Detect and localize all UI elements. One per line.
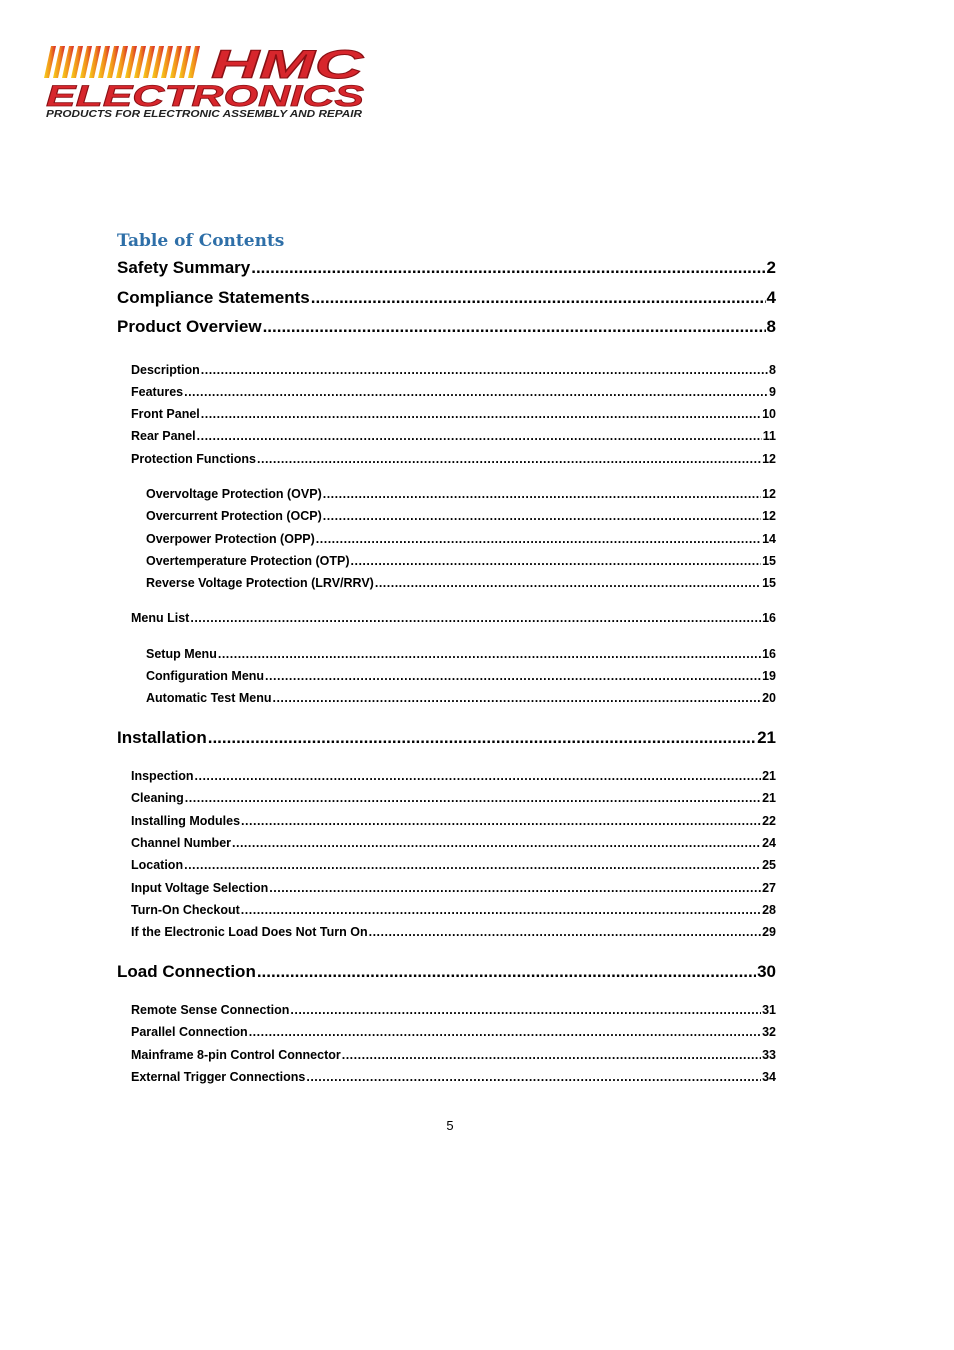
table-of-contents — [117, 229, 776, 1088]
toc-entry-title: Reverse Voltage Protection (LRV/RRV) — [146, 576, 374, 591]
dot-leader — [272, 687, 761, 709]
dot-leader — [323, 505, 761, 527]
dot-leader — [269, 877, 761, 899]
toc-entry-page: 31 — [762, 1003, 776, 1018]
toc-entry-title: Remote Sense Connection — [131, 1003, 290, 1018]
toc-entry-protection-functions[interactable] — [117, 448, 776, 470]
toc-entry-page: 8 — [769, 362, 776, 377]
toc-entry-title: Installation — [117, 727, 207, 747]
dot-leader — [197, 425, 762, 447]
toc-entry-page: 2 — [766, 258, 776, 277]
toc-entry-installation[interactable] — [117, 727, 776, 749]
dot-leader — [257, 448, 761, 470]
toc-entry-title: Input Voltage Selection — [131, 880, 269, 895]
dot-leader — [184, 381, 768, 403]
toc-entry-page: 15 — [762, 553, 776, 568]
toc-entry-page: 33 — [762, 1047, 776, 1062]
dot-leader — [257, 961, 756, 983]
toc-entry-page: 22 — [762, 813, 776, 828]
dot-leader — [342, 1044, 761, 1066]
toc-entry-title: Overcurrent Protection (OCP) — [146, 509, 322, 524]
toc-entry-title: Features — [131, 384, 184, 399]
toc-heading: Table of Contents — [117, 231, 285, 251]
toc-entry-title: Turn-On Checkout — [131, 902, 240, 917]
dot-leader — [241, 899, 761, 921]
toc-entry-compliance-statements[interactable] — [117, 287, 776, 309]
toc-entry-turn-on-checkout[interactable] — [117, 899, 776, 921]
logo-stripes — [44, 46, 200, 78]
toc-entry-ovp[interactable] — [117, 483, 776, 505]
toc-entry-page: 4 — [766, 287, 776, 307]
dot-leader — [201, 403, 761, 425]
toc-entry-remote-sense-connection[interactable] — [117, 999, 776, 1021]
toc-entry-title: Automatic Test Menu — [146, 691, 272, 706]
dot-leader — [290, 999, 761, 1021]
dot-leader — [323, 483, 761, 505]
toc-entry-page: 15 — [762, 576, 776, 591]
dot-leader — [184, 854, 761, 876]
toc-entry-parallel-connection[interactable] — [117, 1021, 776, 1043]
dot-leader — [375, 572, 761, 594]
toc-entry-page: 34 — [762, 1069, 776, 1084]
toc-entry-setup-menu[interactable] — [117, 643, 776, 665]
toc-entry-page: 8 — [766, 317, 776, 336]
toc-entry-title: Menu List — [131, 611, 190, 626]
toc-entry-opp[interactable] — [117, 528, 776, 550]
toc-entry-features[interactable] — [117, 381, 776, 403]
toc-entry-title: Front Panel — [131, 407, 200, 422]
toc-entry-installing-modules[interactable] — [117, 810, 776, 832]
toc-entry-does-not-turn-on[interactable] — [117, 921, 776, 943]
toc-entry-title: Safety Summary — [117, 258, 251, 277]
toc-entry-description[interactable] — [117, 359, 776, 381]
toc-entry-mainframe-connector[interactable] — [117, 1044, 776, 1066]
dot-leader — [241, 810, 761, 832]
toc-entry-page: 19 — [762, 669, 776, 684]
toc-entry-product-overview[interactable] — [117, 316, 776, 338]
toc-entry-channel-number[interactable] — [117, 832, 776, 854]
toc-entry-load-connection[interactable] — [117, 961, 776, 983]
toc-entry-page: 21 — [762, 769, 776, 784]
dot-leader — [251, 257, 765, 279]
toc-entry-ocp[interactable] — [117, 505, 776, 527]
toc-entry-page: 16 — [762, 611, 776, 626]
toc-entry-title: Parallel Connection — [131, 1025, 248, 1040]
toc-entry-title: Cleaning — [131, 791, 184, 806]
toc-entry-page: 21 — [757, 727, 776, 747]
dot-leader — [232, 832, 761, 854]
page-number: 5 — [446, 1118, 454, 1133]
toc-entry-page: 12 — [762, 451, 776, 466]
toc-entry-title: Overvoltage Protection (OVP) — [146, 486, 322, 501]
company-logo — [43, 42, 367, 120]
toc-entry-external-trigger[interactable] — [117, 1066, 776, 1088]
toc-entry-menu-list[interactable] — [117, 607, 776, 629]
toc-entry-page: 12 — [762, 509, 776, 524]
toc-entry-title: Location — [131, 858, 184, 873]
toc-entry-title: Overpower Protection (OPP) — [146, 531, 315, 546]
toc-entry-configuration-menu[interactable] — [117, 665, 776, 687]
toc-entry-title: Product Overview — [117, 317, 262, 336]
dot-leader — [218, 643, 761, 665]
toc-entry-page: 32 — [762, 1025, 776, 1040]
toc-entry-page: 24 — [762, 836, 776, 851]
toc-entry-title: Channel Number — [131, 836, 232, 851]
toc-entry-automatic-test-menu[interactable] — [117, 687, 776, 709]
toc-entry-page: 30 — [757, 961, 776, 981]
toc-entry-location[interactable] — [117, 854, 776, 876]
dot-leader — [369, 921, 762, 943]
toc-entry-cleaning[interactable] — [117, 787, 776, 809]
toc-entry-page: 12 — [762, 486, 776, 501]
dot-leader — [208, 727, 756, 749]
dot-leader — [185, 787, 761, 809]
toc-entry-reverse-voltage[interactable] — [117, 572, 776, 594]
logo-tagline-text: PRODUCTS FOR ELECTRONIC ASSEMBLY AND REPAIR — [46, 109, 363, 120]
toc-entry-page: 21 — [762, 791, 776, 806]
toc-entry-otp[interactable] — [117, 550, 776, 572]
toc-entry-title: Description — [131, 362, 200, 377]
toc-entry-title: External Trigger Connections — [131, 1069, 306, 1084]
dot-leader — [190, 607, 761, 629]
dot-leader — [263, 316, 766, 338]
dot-leader — [195, 765, 762, 787]
toc-entry-page: 14 — [762, 531, 776, 546]
toc-entry-page: 28 — [762, 902, 776, 917]
toc-entry-rear-panel[interactable] — [117, 425, 776, 447]
toc-entry-title: Setup Menu — [146, 646, 217, 661]
toc-entry-title: Compliance Statements — [117, 287, 310, 307]
dot-leader — [201, 359, 768, 381]
toc-entry-page: 9 — [769, 384, 776, 399]
dot-leader — [306, 1066, 761, 1088]
logo-brand-text: HMC — [211, 43, 365, 87]
toc-entry-title: Rear Panel — [131, 429, 196, 444]
toc-entry-safety-summary[interactable] — [117, 257, 776, 279]
toc-entry-page: 16 — [762, 646, 776, 661]
toc-entry-front-panel[interactable] — [117, 403, 776, 425]
toc-entry-title: Inspection — [131, 769, 194, 784]
toc-entry-title: Load Connection — [117, 961, 256, 981]
toc-entry-title: Configuration Menu — [146, 669, 265, 684]
dot-leader — [311, 287, 766, 309]
dot-leader — [265, 665, 761, 687]
toc-entry-title: Overtemperature Protection (OTP) — [146, 553, 350, 568]
dot-leader — [351, 550, 762, 572]
toc-entry-page: 27 — [762, 880, 776, 895]
toc-entry-title: Installing Modules — [131, 813, 241, 828]
toc-entry-title: If the Electronic Load Does Not Turn On — [131, 925, 368, 940]
dot-leader — [249, 1021, 761, 1043]
toc-entry-title: Mainframe 8-pin Control Connector — [131, 1047, 341, 1062]
logo-brand-sub-text: ELECTRONICS — [46, 80, 364, 113]
dot-leader — [316, 528, 761, 550]
toc-entry-page: 10 — [762, 407, 776, 422]
toc-entry-page: 29 — [762, 925, 776, 940]
toc-entry-page: 20 — [762, 691, 776, 706]
toc-entry-inspection[interactable] — [117, 765, 776, 787]
toc-entry-input-voltage-selection[interactable] — [117, 877, 776, 899]
toc-entry-page: 25 — [762, 858, 776, 873]
toc-entry-title: Protection Functions — [131, 451, 256, 466]
toc-entry-page: 11 — [762, 429, 776, 444]
